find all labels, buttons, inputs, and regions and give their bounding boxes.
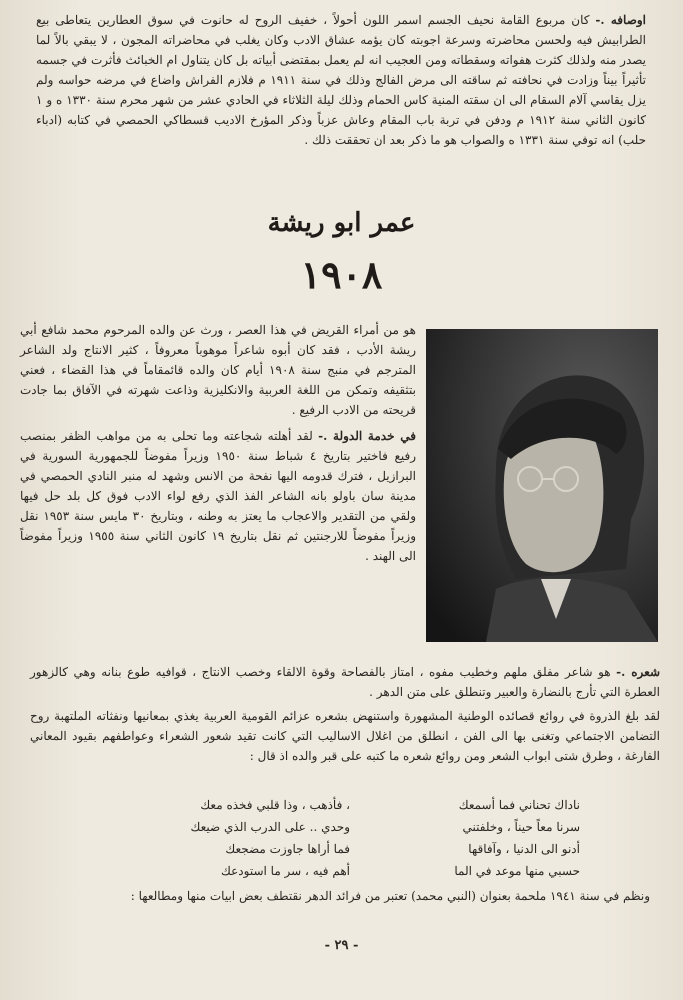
- poem-hemistich-right: سرنا معاً حيناً ، وخلفتني: [462, 820, 580, 834]
- poem-hemistich-left: ، فأذهب ، وذا قلبي فخذه معك: [200, 798, 350, 812]
- description-paragraph: [36, 10, 646, 150]
- poem-hemistich-right: حسبي منها موعد في الما: [454, 864, 580, 878]
- description-section: [36, 10, 646, 150]
- service-label: في خدمة الدولة .-: [318, 429, 416, 443]
- service-text: لقد أهلته شجاعته وما تحلى به من مواهب الظفر بمنصب رفيع فاختير بتاريخ ٤ شباط سنة ١٩٥٠ وزيراً مفوضاً للجمهورية السورية في البرازيل ، فترك قدومه اليها نفحة من الانس وشهد له منبر النادي الحمصي في مدينة سان باولو بانه الشاعر الفذ الذي رفع لواء الادب فوق كل بلد حل فيها ولقي من التقدير والاعجاب ما يعتز به وطنه ، وبتاريخ ٣٠ مايس سنة ١٩٥٣ نقل وزيراً مفوضاً للارجنتين ثم نقل بتاريخ ١٩ كانون الثاني سنة ١٩٥٥ وزيراً مفوضاً الى الهند .: [20, 429, 417, 563]
- description-text: كان مربوع القامة نحيف الجسم اسمر اللون أحولاً ، خفيف الروح له حانوت في سوق العطارين يتعاطى بيع الطرابيش فيه ولحسن محاضرته وسرعة اجوبته كان يؤمه عشاق الادب وكان يغلب في محاضراته المجون ، لا يبقي بالاً لما يصدر منه ولذلك كثرت هفواته وسقطاته ومن العجيب انه لم يعمل بمقتضى أبياته بل كان يتناول ام الخبائث فأثرت في جسمه تأثيراً بيناً وزادت في نحافته ثم ساقته الى مرض الفالج وذلك في سنة ١٩١١ م فلازم الفراش واضاع في مرضه حواسه ولم يزل يقاسي آلام السقام الى ان سقته المنية كاس الحمام وذلك ليلة الثلاثاء في الحادي عشر من شهر محرم سنة ١٣٣٠ ه و ١ كانون الثاني سنة ١٩١٢ م ودفن في تربة باب المقام وعاش عزباً وذكر المؤرخ الاديب قسطاكي الحمصي في كتابه (ادباء حلب) انه توفي سنة ١٣٣١ ه والصواب هو ما ذكر بعد ان تحققت ذلك .: [36, 13, 647, 147]
- closing-section: [40, 886, 650, 906]
- poem-line: [150, 816, 580, 838]
- page-number: - ٢٩ -: [324, 938, 359, 953]
- service-paragraph: [20, 426, 416, 566]
- poem-hemistich-right: ناداك تحناني فما أسمعك: [458, 798, 580, 812]
- poet-portrait-photo: [426, 329, 658, 642]
- poem-hemistich-left: أهم فيه ، سر ما استودعك: [221, 864, 350, 878]
- portrait-illustration: [426, 329, 658, 642]
- poem-verses: [150, 794, 580, 882]
- poet-name-title: عمر ابو ريشة: [267, 208, 416, 238]
- poetry-section: [30, 662, 660, 766]
- reach-paragraph: لقد بلغ الذروة في روائع قصائده الوطنية المشهورة واستنهض بشعره عزائم القومية العربية يغذي بمعانيها ونفثاته الملتهبة روح التضامن الاجتماعي وتغنى بها الى الفن ، انطلق من اغلال الاساليب التي كانت تقيد شعور الشعراء وعواطفهم بقيود المعاني الفارغة ، وطرق شتى ابواب الشعر ومن روائع شعره ما كتبه على قبر والده اذ قال :: [30, 709, 660, 763]
- poem-line: [150, 860, 580, 882]
- closing-paragraph: ونظم في سنة ١٩٤١ ملحمة بعنوان (النبي محمد) تعتبر من فرائد الدهر نقتطف بعض ابيات منها ومطالعها :: [130, 889, 650, 903]
- poem-line: [150, 838, 580, 860]
- poem-hemistich-right: أدنو الى الدنيا ، وآفاقها: [468, 842, 580, 856]
- poem-line: [150, 794, 580, 816]
- poetry-label: شعره .-: [616, 665, 660, 679]
- poem-hemistich-left: فما أراها جاوزت مضجعك: [225, 842, 350, 856]
- intro-paragraph: هو من أمراء القريض في هذا العصر ، ورث عن والده المرحوم محمد شافع أبي ريشة الأدب ، فقد كان أبوه شاعراً موهوباً معروفاً ، كثير الانتاج ولد الشاعر المترجم في منبج سنة ١٩٠٨ أيام كان والده قائمقاماً في هذا القضاء ، فعني بتثقيفه وتمكن من اللغة العربية والانكليزية وذاعت شهرته في الآفاق بما جادت قريحته من الادب الرفيع .: [20, 323, 417, 417]
- poem-hemistich-left: وحدي .. على الدرب الذي ضيعك: [190, 820, 350, 834]
- biography-section: [20, 320, 416, 566]
- poetry-paragraph: [30, 662, 660, 702]
- poet-birth-year: ١٩٠٨: [300, 252, 383, 297]
- poetry-text: هو شاعر مفلق ملهم وخطيب مفوه ، امتاز بالفصاحة وقوة الالقاء وخصب الانتاج ، قوافيه طوع بنانه وهي كالزهور العطرة التي تأرج بالنضارة والعبير وتنطلق على متن الدهر .: [30, 665, 660, 699]
- description-label: اوصافه .-: [595, 13, 647, 27]
